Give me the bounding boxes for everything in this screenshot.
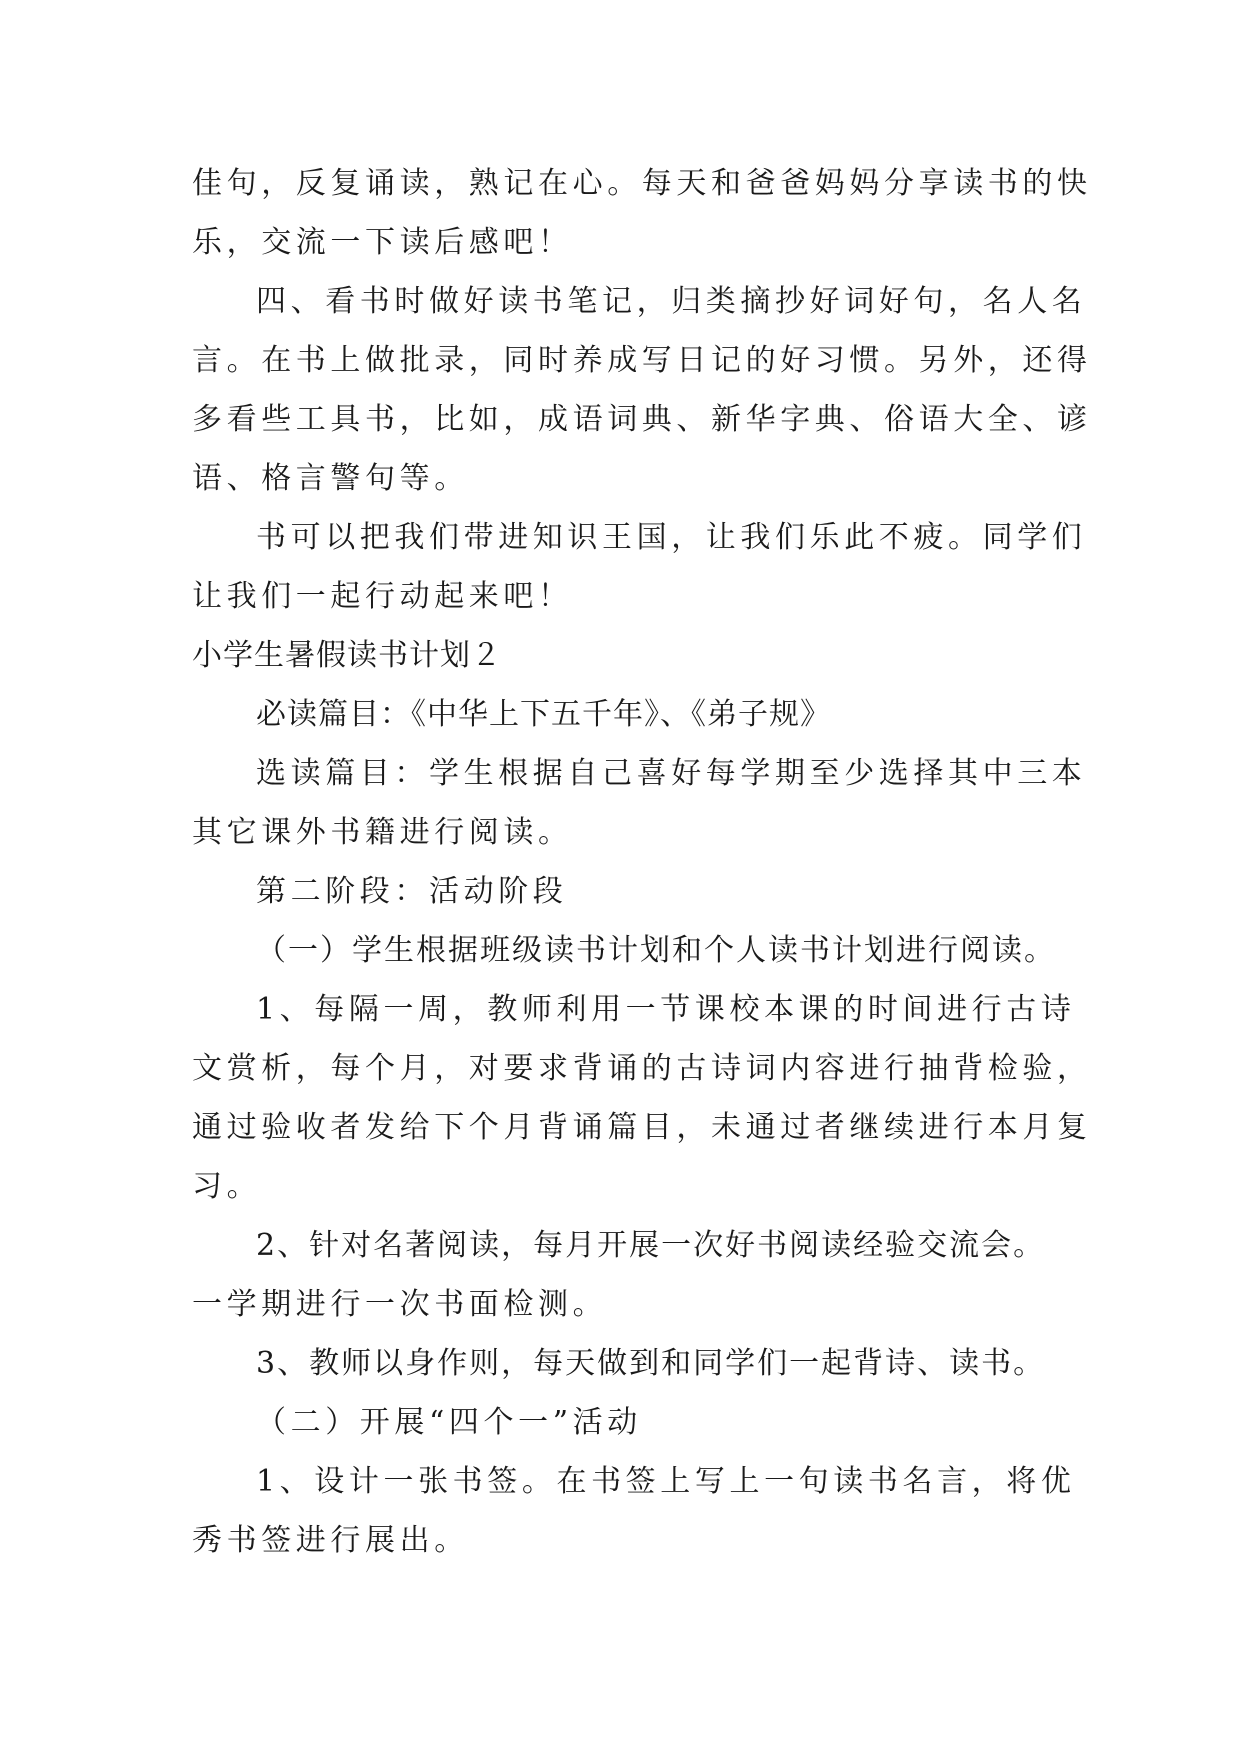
paragraph-line: 3、教师以身作则，每天做到和同学们一起背诗、读书。 [256,1346,1046,1381]
paragraph-line: 其它课外书籍进行阅读。 [192,815,573,850]
paragraph-line: 文赏析，每个月，对要求背诵的古诗词内容进行抽背检验， [192,1051,1092,1086]
paragraph-line: 2、针对名著阅读，每月开展一次好书阅读经验交流会。 [256,1228,1046,1263]
paragraph-line: 让我们一起行动起来吧！ [192,579,573,614]
paragraph-line: 秀书签进行展出。 [192,1523,469,1558]
section-title: 小学生暑假读书计划２ [192,638,502,673]
paragraph-line: 1、每隔一周，教师利用一节课校本课的时间进行古诗 [256,992,1076,1027]
paragraph-line: 1、设计一张书签。在书签上写上一句读书名言，将优 [256,1464,1076,1499]
paragraph-line: 多看些工具书，比如，成语词典、新华字典、俗语大全、谚 [192,402,1092,437]
paragraph-line: 佳句，反复诵读，熟记在心。每天和爸爸妈妈分享读书的快 [192,166,1092,201]
paragraph-line: 选读篇目：学生根据自己喜好每学期至少选择其中三本 [256,756,1087,791]
paragraph-line: 乐，交流一下读后感吧！ [192,225,573,260]
paragraph-line: （二）开展“四个一”活动 [256,1405,642,1440]
paragraph-line: 言。在书上做批录，同时养成写日记的好习惯。另外，还得 [192,343,1092,378]
paragraph-line: 四、看书时做好读书笔记，归类摘抄好词好句，名人名 [256,284,1087,319]
paragraph-line: 第二阶段：活动阶段 [256,874,568,909]
paragraph-line: 一学期进行一次书面检测。 [192,1287,608,1322]
paragraph-line: 书可以把我们带进知识王国，让我们乐此不疲。同学们 [256,520,1087,555]
paragraph-line: 通过验收者发给下个月背诵篇目，未通过者继续进行本月复 [192,1110,1092,1145]
paragraph-line: （一）学生根据班级读书计划和个人读书计划进行阅读。 [256,933,1056,968]
paragraph-line: 习。 [192,1169,262,1204]
paragraph-line: 语、格言警句等。 [192,461,469,496]
paragraph-line: 必读篇目：《中华上下五千年》、《弟子规》 [256,697,831,732]
